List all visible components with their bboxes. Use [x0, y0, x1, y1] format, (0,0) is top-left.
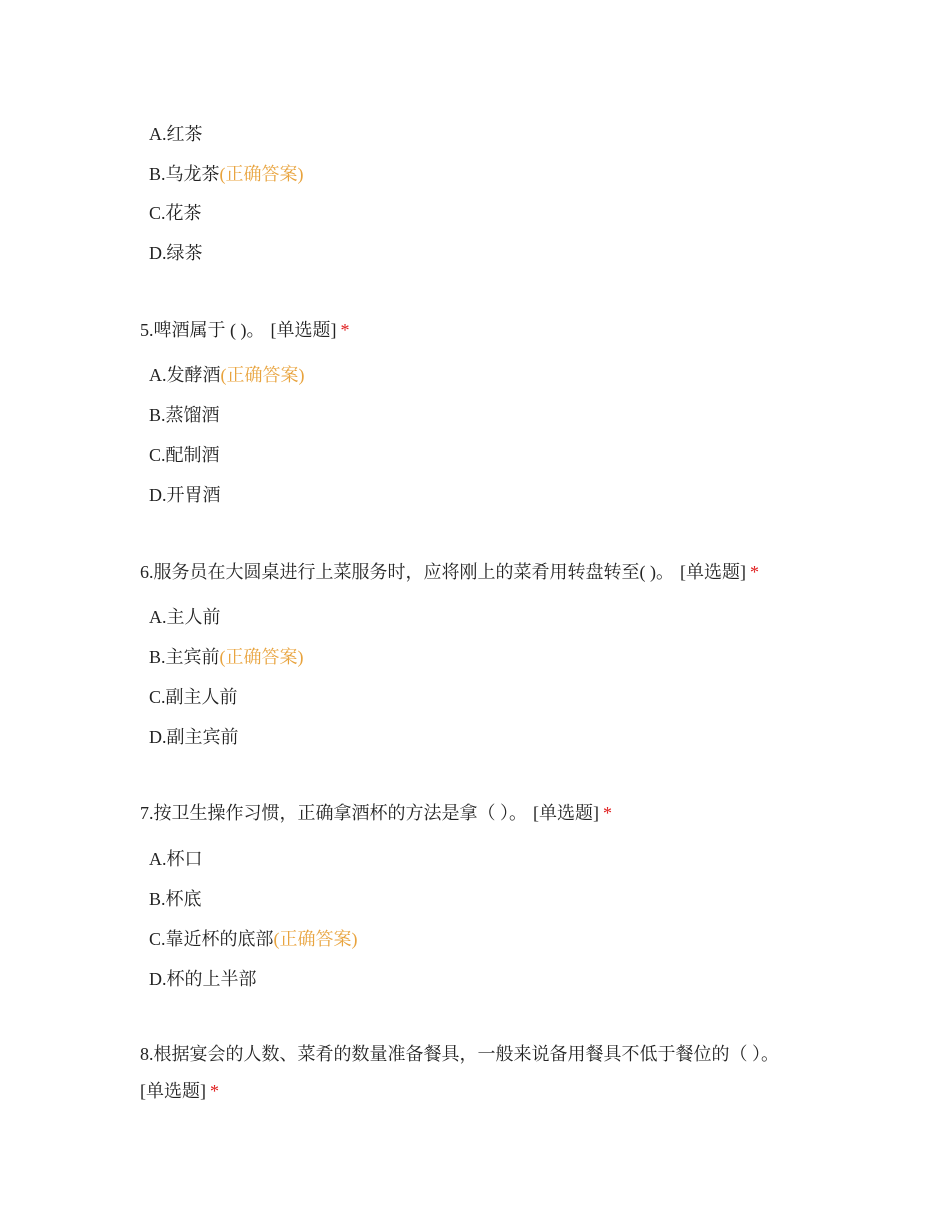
option-label: D.绿茶	[149, 243, 203, 263]
option-label: C.配制酒	[149, 445, 220, 465]
correct-answer-tag: (正确答案)	[219, 647, 304, 667]
option-label: A.主人前	[149, 607, 221, 627]
option-label: C.靠近杯的底部	[149, 929, 274, 949]
correct-answer-tag: (正确答案)	[220, 365, 305, 385]
q6-option-a[interactable]	[149, 605, 221, 629]
q7-option-a[interactable]	[149, 847, 203, 871]
q6-option-b[interactable]	[149, 645, 304, 669]
question-text: 7.按卫生操作习惯，正确拿酒杯的方法是拿（ ）。	[140, 803, 527, 823]
correct-answer-tag: (正确答案)	[219, 164, 304, 184]
q4-option-b[interactable]	[149, 162, 304, 186]
question-8-title	[140, 1036, 820, 1110]
option-label: D.开胃酒	[149, 485, 221, 505]
question-type: [单选题]	[270, 320, 337, 340]
option-label: B.蒸馏酒	[149, 405, 220, 425]
question-type: [单选题]	[533, 803, 599, 823]
q5-option-d[interactable]	[149, 483, 221, 507]
q5-option-a[interactable]	[149, 363, 305, 387]
q4-option-d[interactable]	[149, 241, 203, 265]
q7-option-b[interactable]	[149, 887, 202, 911]
question-7-title	[140, 801, 612, 825]
option-label: A.发酵酒	[149, 365, 221, 385]
question-6-title	[140, 560, 759, 584]
question-text: 6.服务员在大圆桌进行上菜服务时，应将刚上的菜肴用转盘转至( )。	[140, 562, 674, 582]
q5-option-c[interactable]	[149, 443, 220, 467]
question-text: 5.啤酒属于 ( )。	[140, 320, 265, 340]
option-label: C.副主人前	[149, 687, 238, 707]
q7-option-c[interactable]	[149, 927, 358, 951]
q5-option-b[interactable]	[149, 403, 220, 427]
option-label: D.杯的上半部	[149, 969, 257, 989]
option-label: A.红茶	[149, 124, 203, 144]
q6-option-c[interactable]	[149, 685, 238, 709]
question-type: [单选题]	[680, 562, 746, 582]
correct-answer-tag: (正确答案)	[273, 929, 358, 949]
question-5-title	[140, 318, 350, 342]
question-text: 8.根据宴会的人数、菜肴的数量准备餐具，一般来说备用餐具不低于餐位的（ ）。	[140, 1044, 779, 1064]
required-mark: *	[750, 562, 759, 582]
option-label: A.杯口	[149, 849, 203, 869]
option-label: D.副主宾前	[149, 727, 239, 747]
option-label: B.乌龙茶	[149, 164, 220, 184]
q7-option-d[interactable]	[149, 967, 257, 991]
question-type: [单选题]	[140, 1081, 206, 1101]
option-label: C.花茶	[149, 203, 202, 223]
option-label: B.杯底	[149, 889, 202, 909]
q4-option-c[interactable]	[149, 201, 202, 225]
option-label: B.主宾前	[149, 647, 220, 667]
required-mark: *	[210, 1081, 219, 1101]
required-mark: *	[340, 320, 350, 340]
required-mark: *	[603, 803, 612, 823]
q4-option-a[interactable]	[149, 122, 203, 146]
q6-option-d[interactable]	[149, 725, 239, 749]
